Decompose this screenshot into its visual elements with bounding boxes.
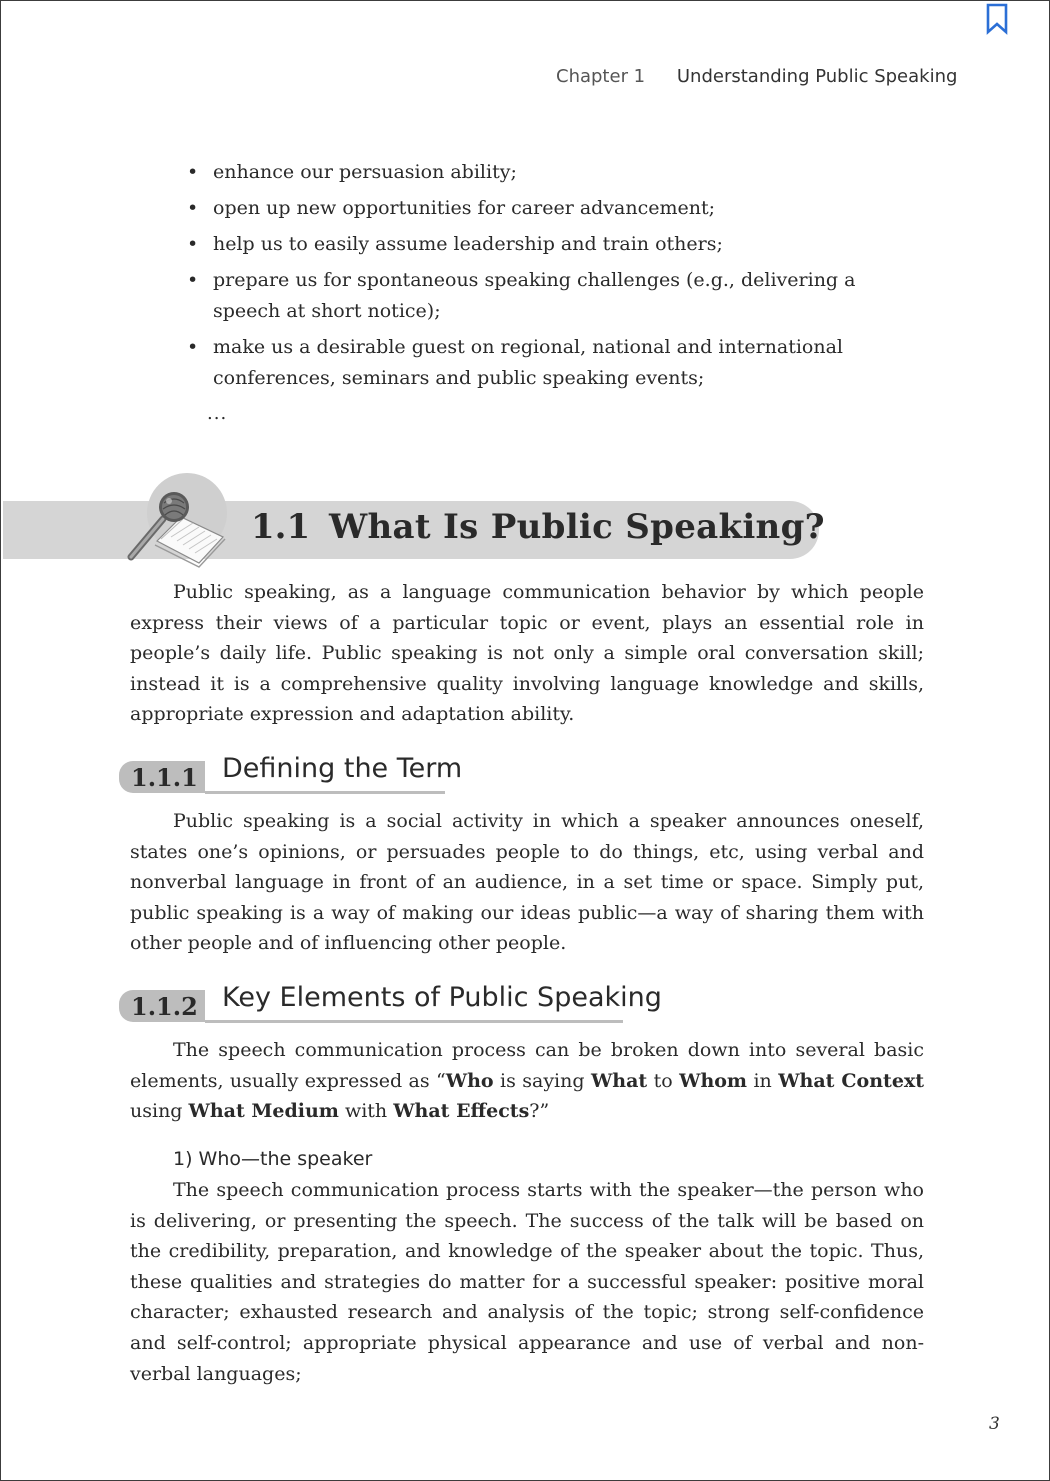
key-elements-paragraph: The speech communication process can be broken down into several basic elements, usually expressed as “Who is saying What to Whom in What Context using What Medium with What Effects?”	[130, 1039, 925, 1123]
microphone-icon	[119, 479, 231, 569]
subsection-title: Key Elements of Public Speaking	[222, 982, 662, 1013]
list-item: • prepare us for spontaneous speaking challenges (e.g., delivering a speech at short notice);	[187, 265, 924, 327]
who-speaker-heading: 1) Who—the speaker	[173, 1148, 373, 1170]
subsection-title: Defining the Term	[222, 753, 463, 784]
list-item: • help us to easily assume leadership and train others;	[187, 229, 924, 260]
list-item: • make us a desirable guest on regional, national and international conferences, seminars and public speaking events;	[187, 332, 924, 394]
subsection-number: 1.1.2	[119, 990, 205, 1022]
running-header	[556, 66, 957, 87]
section-number: 1.1	[251, 507, 311, 547]
bullet-icon: •	[187, 269, 199, 291]
who-speaker-paragraph: The speech communication process starts with the speaker—the person who is delivering, or presenting the speech. The success of the talk will be based on the credibility, preparation, and knowledge of the speaker about the topic. Thus, these qualities and strategies do matter for a successful speaker: positive moral character; exhausted research and analysis of the topic; strong self-confidence and self-control; appropriate physical appearance and use of verbal and non-verbal languages;	[130, 1179, 924, 1385]
list-ellipsis: ...	[207, 403, 228, 424]
chapter-label: Chapter 1	[556, 66, 646, 87]
bookmark-icon[interactable]	[984, 3, 1010, 35]
chapter-title: Understanding Public Speaking	[676, 66, 958, 87]
bullet-icon: •	[187, 197, 199, 219]
page-number: 3	[989, 1414, 1000, 1434]
list-item: • open up new opportunities for career advancement;	[187, 193, 924, 224]
benefits-list	[187, 157, 924, 399]
subsection-number: 1.1.1	[119, 761, 205, 793]
subsection-rule	[205, 1020, 623, 1023]
section-title: What Is Public Speaking?	[329, 507, 825, 547]
bullet-icon: •	[187, 161, 199, 183]
bullet-icon: •	[187, 336, 199, 358]
bullet-icon: •	[187, 233, 199, 255]
list-item: • enhance our persuasion ability;	[187, 157, 924, 188]
subsection-rule	[205, 791, 445, 794]
section-intro-paragraph: Public speaking, as a language communication behavior by which people express their views of a particular topic or event, plays an essential role in people’s daily life. Public speaking is not only a simple oral conversation skill; instead it is a comprehensive quality involving language knowledge and skills, appropriate expression and adaptation ability.	[130, 581, 924, 726]
definition-paragraph: Public speaking is a social activity in which a speaker announces oneself, states one’s opinions, or persuades people to do things, etc, using verbal and nonverbal language in front of an audience, in a set time or space. Simply put, public speaking is a way of making our ideas public—a way of sharing them with other people and of influencing other people.	[130, 810, 924, 955]
